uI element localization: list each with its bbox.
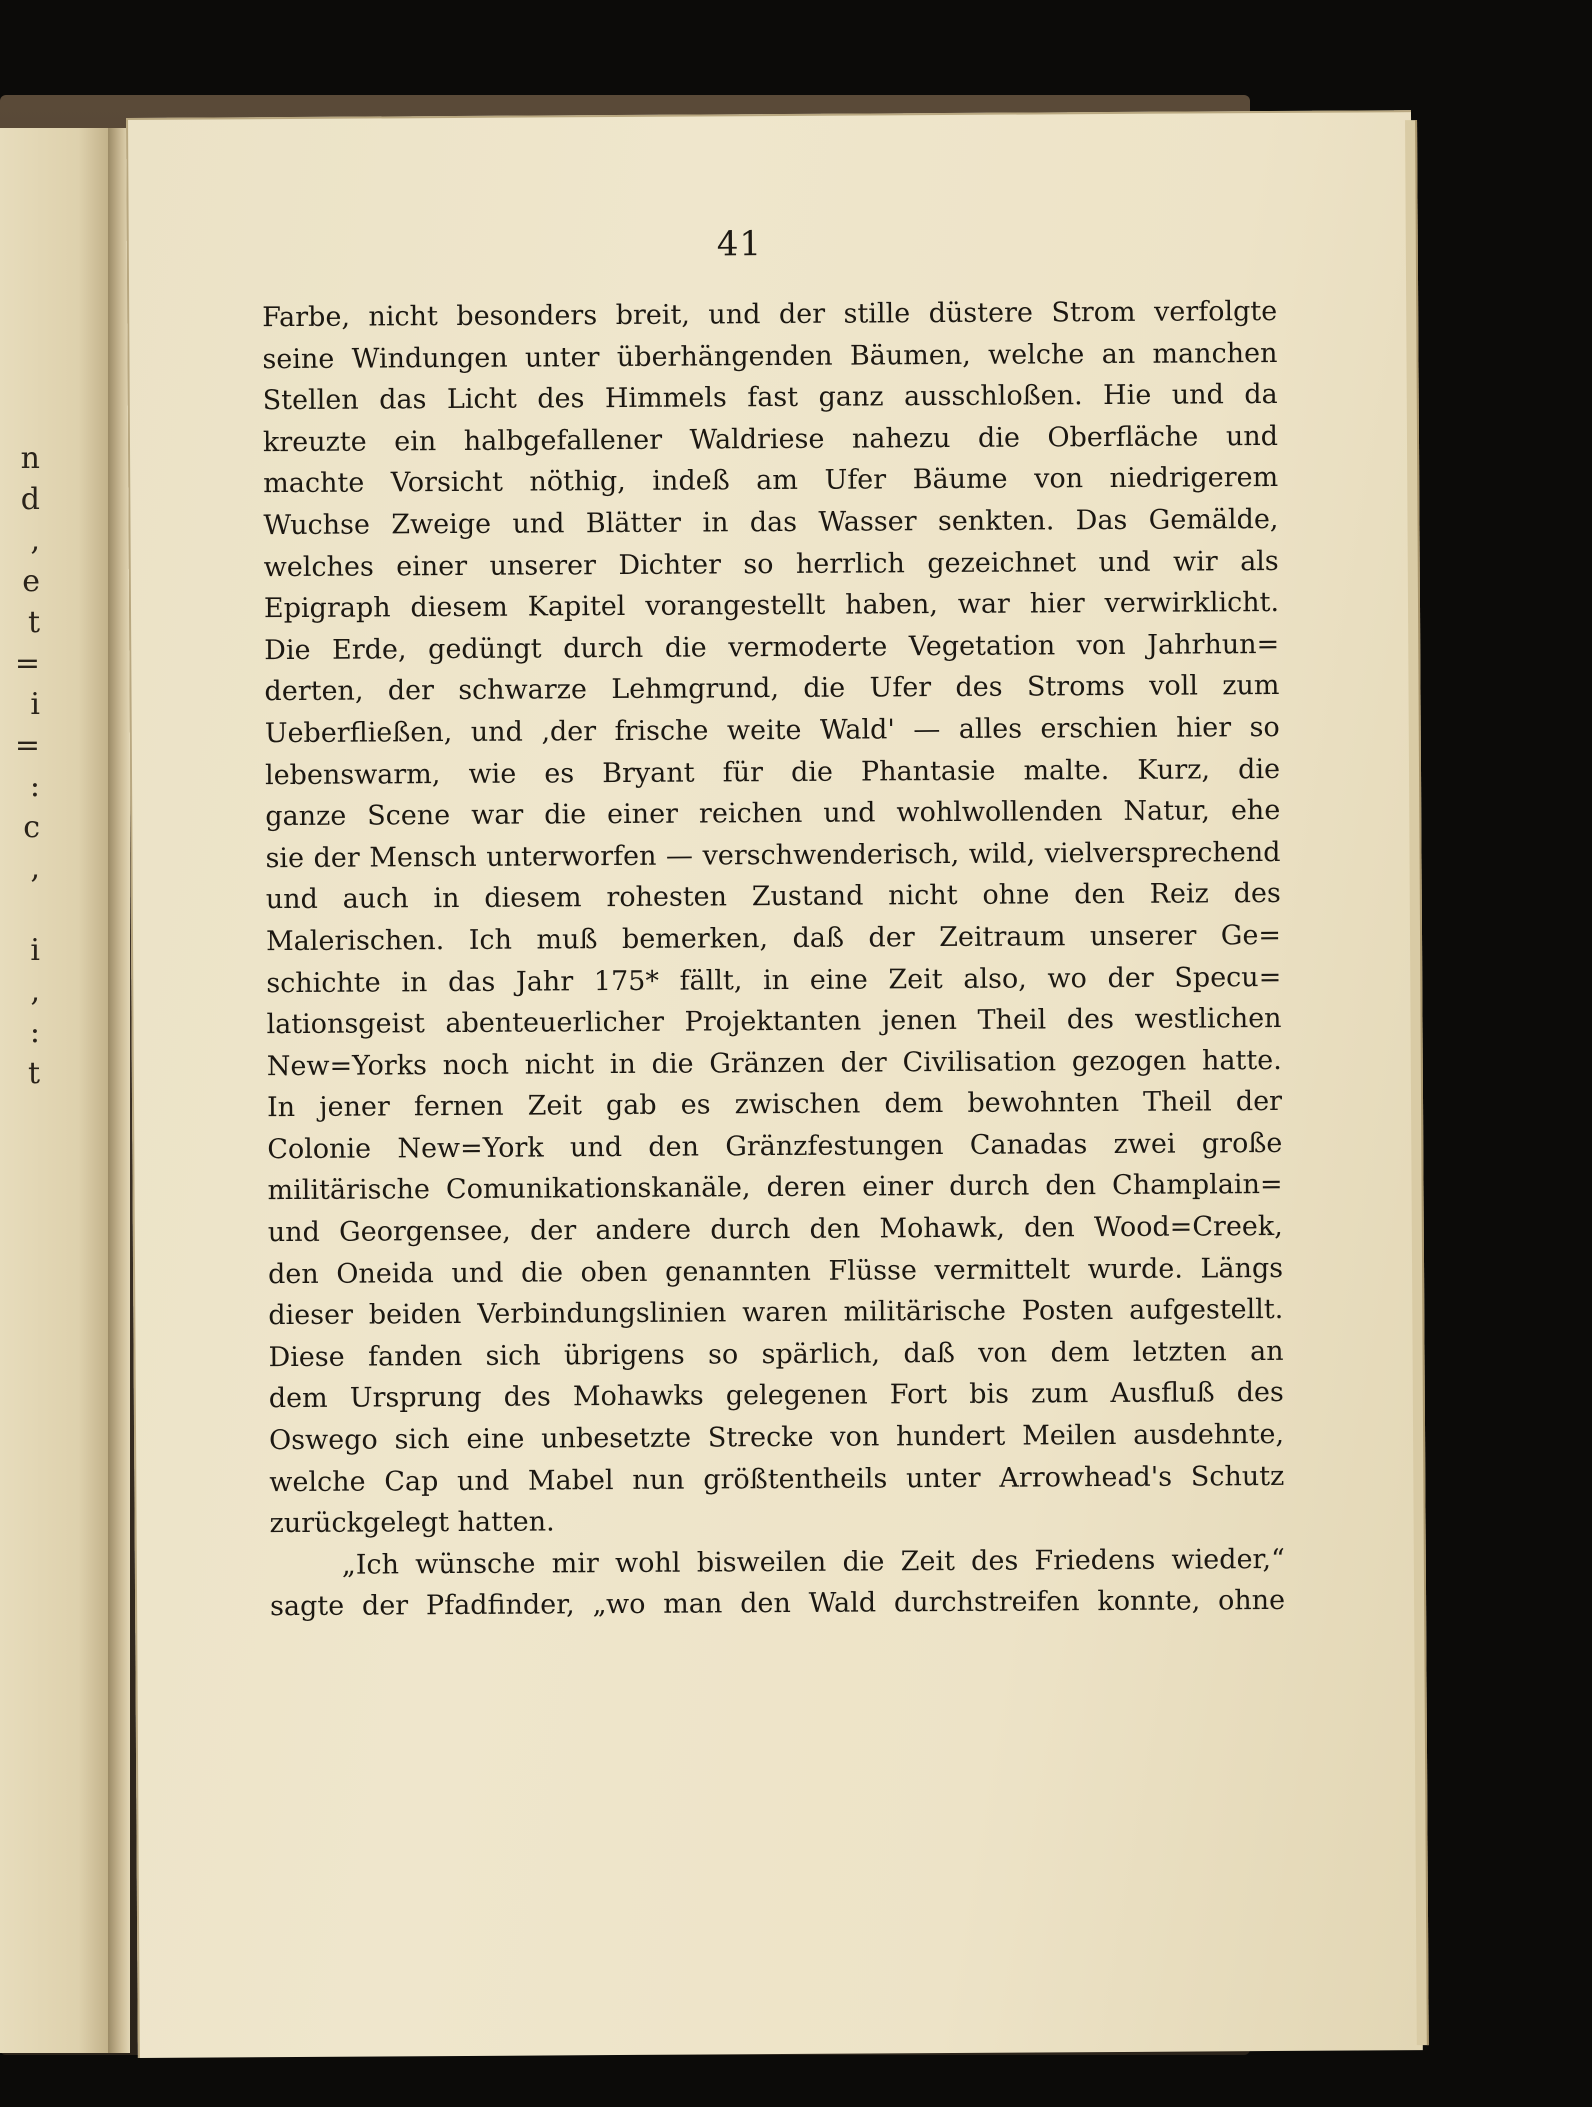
fragment: , (30, 974, 40, 1009)
text-line: Oswego sich eine unbesetzte Strecke von hundert Meilen ausdehnte, (268, 1418, 1285, 1457)
text-line: In jener fernen Zeit gab es zwischen dem bewohnten Theil der (266, 1086, 1283, 1124)
page (126, 110, 1423, 2058)
text-line: dieser beiden Verbindungslinien waren militärische Posten aufgestellt. (268, 1294, 1284, 1332)
page-number: 41 (716, 224, 763, 265)
previous-page (0, 128, 115, 2053)
fragment: , (30, 523, 40, 558)
text-line: und Georgensee, der andere durch den Mohawk, den Wood=Creek, (267, 1211, 1283, 1249)
text-line: welches einer unserer Dichter so herrlich gezeichnet und wir als (263, 545, 1279, 583)
fragment: n (20, 441, 40, 476)
text-line: Die Erde, gedüngt durch die vermoderte Vegetation von Jahrhun= (264, 628, 1280, 666)
fragment: , (30, 851, 40, 886)
fragment: i (30, 687, 40, 722)
text-line: kreuzte ein halbgefallener Waldriese nahezu die Oberfläche und (262, 420, 1279, 458)
text-line: sagte der Pfadfinder, „wo man den Wald durchstreifen konnte, ohne (270, 1585, 1286, 1623)
fragment: d (20, 482, 40, 517)
text-line: seine Windungen unter überhängenden Bäumen, welche an manchen (262, 337, 1278, 375)
text-line: militärische Comunikationskanäle, deren einer durch den Champlain= (267, 1169, 1283, 1207)
body-text (262, 291, 1285, 1628)
text-line: Wuchse Zweige und Blätter in das Wasser senkten. Das Gemälde, (263, 503, 1279, 542)
text-line: Ueberfließen, und ‚der frische weite Wald' — alles erschien hier so (264, 711, 1280, 750)
text-line: Malerischen. Ich muß bemerken, daß der Zeitraum unserer Ge= (265, 919, 1282, 958)
text-line: schichte in das Jahr 175* fällt, in eine Zeit also, wo der Specu= (266, 961, 1282, 999)
text-line: machte Vorsicht nöthig, indeß am Ufer Bäume von niedrigerem (263, 462, 1279, 500)
previous-page-text-fragments (0, 438, 40, 1094)
fragment: t (27, 1056, 40, 1091)
fragment: t (27, 605, 40, 640)
text-line: Colonie New=York und den Gränzfestungen Canadas zwei große (267, 1127, 1283, 1166)
text-line: „Ich wünsche mir wohl bisweilen die Zeit des Friedens wieder,“ (341, 1543, 1285, 1581)
fragment: i (30, 933, 40, 968)
text-line: New=Yorks noch nicht in die Gränzen der Civilisation gezogen hatte. (266, 1044, 1282, 1082)
text-line: derten, der schwarze Lehmgrund, die Ufer des Stroms voll zum (264, 670, 1280, 708)
text-line: und auch in diesem rohesten Zustand nicht ohne den Reiz des (265, 878, 1281, 916)
text-line: Farbe, nicht besonders breit, und der stille düstere Strom verfolgte (262, 295, 1278, 334)
text-line: Epigraph diesem Kapitel vorangestellt haben, war hier verwirklicht. (263, 587, 1280, 625)
text-line: Stellen das Licht des Himmels fast ganz ausschloßen. Hie und da (262, 379, 1278, 417)
fragment: : (29, 1015, 40, 1050)
fragment: c (23, 810, 40, 845)
text-line: ganze Scene war die einer reichen und wohlwollenden Natur, ehe (265, 795, 1281, 833)
page-edge (1405, 120, 1429, 2045)
fragment: = (14, 728, 40, 763)
fragment (0, 889, 40, 930)
text-line: zurückgelegt hatten. (269, 1506, 555, 1540)
text-line: Diese fanden sich übrigens so spärlich, daß von dem letzten an (268, 1335, 1284, 1373)
fragment: = (14, 646, 40, 681)
text-line: welche Cap und Mabel nun größtentheils unter Arrowhead's Schutz (269, 1460, 1285, 1498)
text-line: sie der Mensch unterworfen — verschwenderisch, wild, vielversprechend (265, 836, 1281, 874)
text-line: den Oneida und die oben genannten Flüsse vermittelt wurde. Längs (267, 1252, 1284, 1290)
fragment: e (22, 564, 40, 599)
fragment: : (29, 769, 40, 804)
text-line: lebenswarm, wie es Bryant für die Phantasie malte. Kurz, die (264, 753, 1281, 791)
text-line: dem Ursprung des Mohawks gelegenen Fort bis zum Ausfluß des (268, 1377, 1284, 1415)
book-gutter (108, 128, 130, 2053)
text-line: lationsgeist abenteuerlicher Projektanten jenen Theil des westlichen (266, 1003, 1282, 1041)
